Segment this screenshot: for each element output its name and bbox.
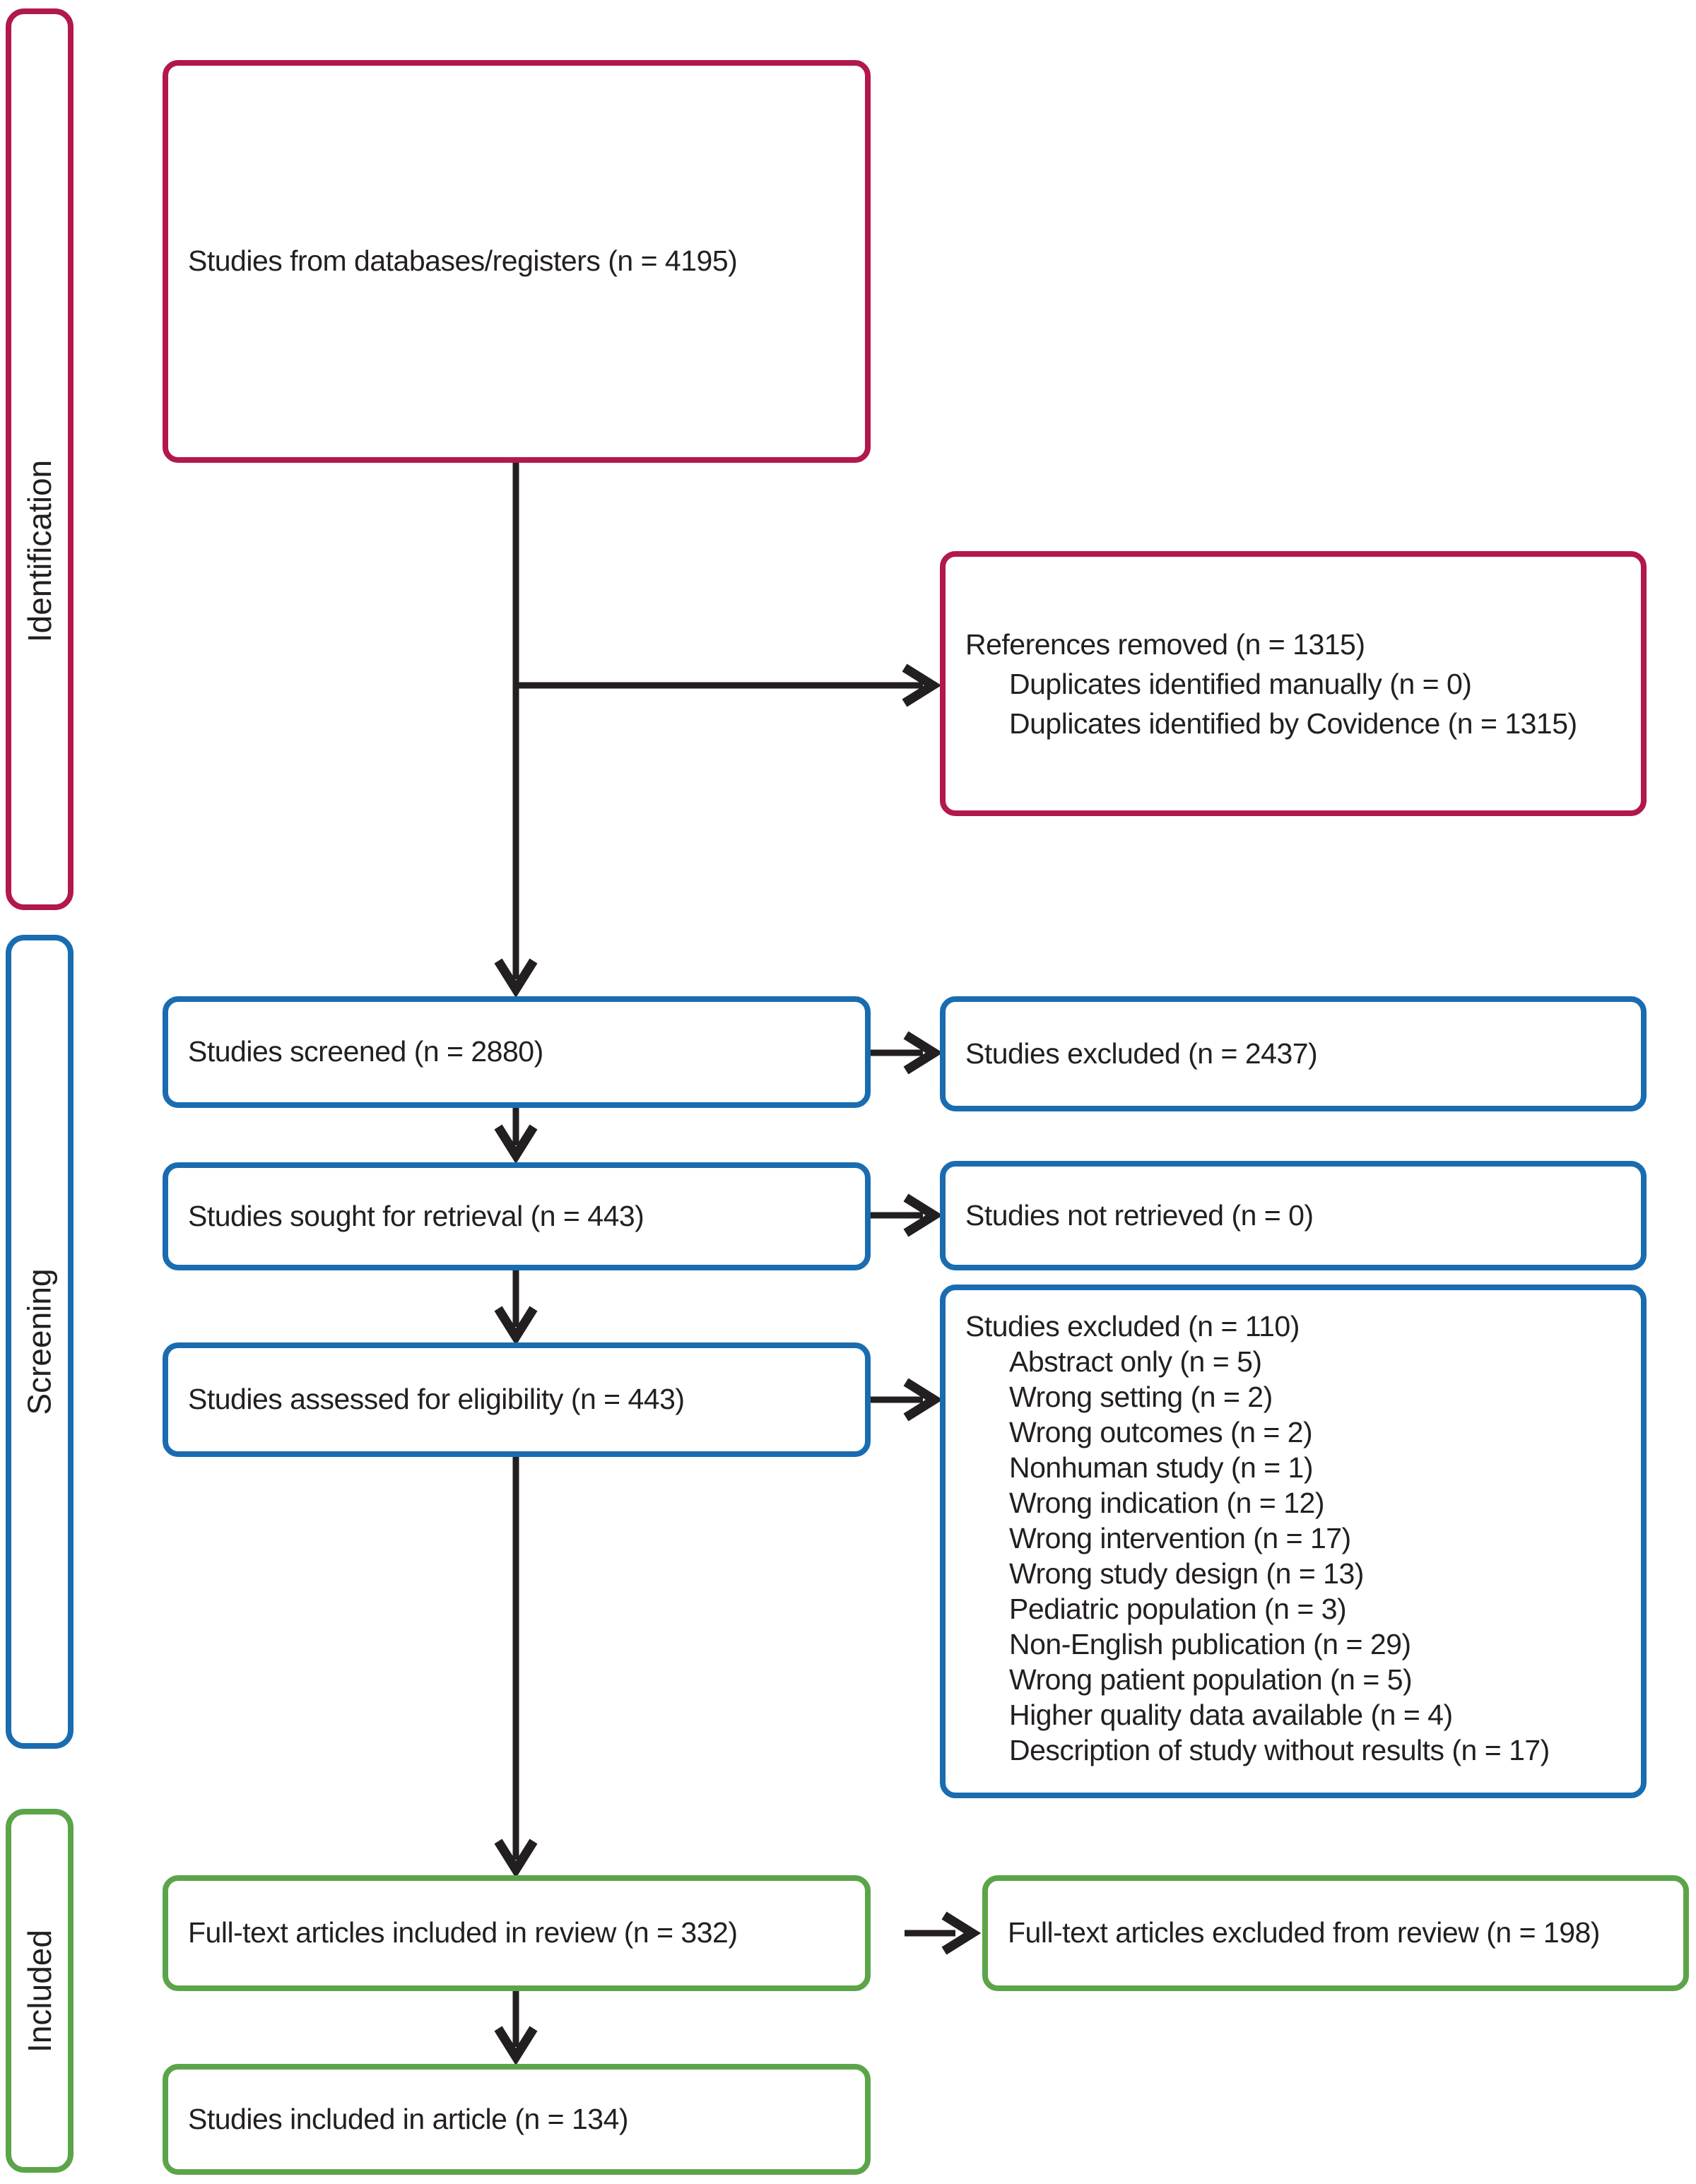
box-screened-label: Studies screened (n = 2880) [188, 1035, 543, 1068]
eligibility-excluded-item: Non-English publication (n = 29) [1009, 1628, 1411, 1660]
eligibility-excluded-item: Wrong intervention (n = 17) [1009, 1522, 1351, 1554]
arrow-sought-to-not-retrieved [871, 1198, 934, 1233]
eligibility-excluded-title: Studies excluded (n = 110) [965, 1310, 1300, 1342]
arrow-assessed-to-eligibility-excluded [871, 1382, 934, 1417]
references-removed-title: References removed (n = 1315) [965, 627, 1365, 661]
eligibility-excluded-item: Wrong indication (n = 12) [1009, 1487, 1324, 1519]
box-article-included-label: Studies included in article (n = 134) [188, 2102, 629, 2135]
eligibility-excluded-item: Wrong study design (n = 13) [1009, 1557, 1364, 1590]
box-eligibility-excluded [940, 1285, 1647, 1798]
box-fulltext-included-label: Full-text articles included in review (n = 332) [188, 1916, 738, 1949]
references-removed-item: Duplicates identified manually (n = 0) [1009, 667, 1472, 700]
box-assessed [163, 1342, 871, 1457]
arrow-databases-to-references-removed [516, 668, 933, 703]
arrow-fulltext-to-article-included [498, 1991, 534, 2057]
arrow-screened-to-sought [498, 1108, 534, 1155]
eligibility-excluded-item: Abstract only (n = 5) [1009, 1345, 1262, 1378]
eligibility-excluded-item: Pediatric population (n = 3) [1009, 1593, 1347, 1625]
stage-included-label: Included [21, 1929, 59, 2053]
box-databases-label: Studies from databases/registers (n = 4195) [188, 244, 738, 278]
arrow-sought-to-assessed [498, 1270, 534, 1337]
arrow-databases-to-screened [498, 463, 534, 989]
box-not-retrieved [940, 1161, 1647, 1270]
arrow-fulltext-to-fulltext-excluded [905, 1916, 972, 1951]
box-not-retrieved-label: Studies not retrieved (n = 0) [965, 1198, 1314, 1232]
box-screening-excluded [940, 996, 1647, 1111]
box-assessed-label: Studies assessed for eligibility (n = 443) [188, 1383, 685, 1416]
arrow-assessed-to-fulltext [498, 1457, 534, 1870]
stage-screening-label: Screening [21, 1268, 59, 1415]
eligibility-excluded-item: Nonhuman study (n = 1) [1009, 1451, 1313, 1484]
eligibility-excluded-item: Description of study without results (n = 17) [1009, 1734, 1550, 1766]
box-sought [163, 1162, 871, 1270]
box-fulltext-excluded-label: Full-text articles excluded from review (n = 198) [1008, 1916, 1600, 1949]
arrow-screened-to-excluded [871, 1035, 934, 1070]
box-fulltext-excluded [982, 1875, 1689, 1991]
box-databases [163, 60, 871, 463]
eligibility-excluded-item: Wrong setting (n = 2) [1009, 1381, 1273, 1413]
eligibility-excluded-item: Wrong patient population (n = 5) [1009, 1663, 1413, 1696]
box-article-included [163, 2064, 871, 2175]
box-references-removed [940, 551, 1647, 816]
stage-identification-label: Identification [21, 459, 58, 643]
eligibility-excluded-item: Wrong outcomes (n = 2) [1009, 1416, 1313, 1448]
box-sought-label: Studies sought for retrieval (n = 443) [188, 1199, 644, 1232]
eligibility-excluded-item: Higher quality data available (n = 4) [1009, 1699, 1453, 1731]
box-screened [163, 996, 871, 1108]
box-screening-excluded-label: Studies excluded (n = 2437) [965, 1037, 1318, 1070]
references-removed-item: Duplicates identified by Covidence (n = 1315) [1009, 707, 1577, 740]
box-fulltext-included [163, 1875, 871, 1991]
